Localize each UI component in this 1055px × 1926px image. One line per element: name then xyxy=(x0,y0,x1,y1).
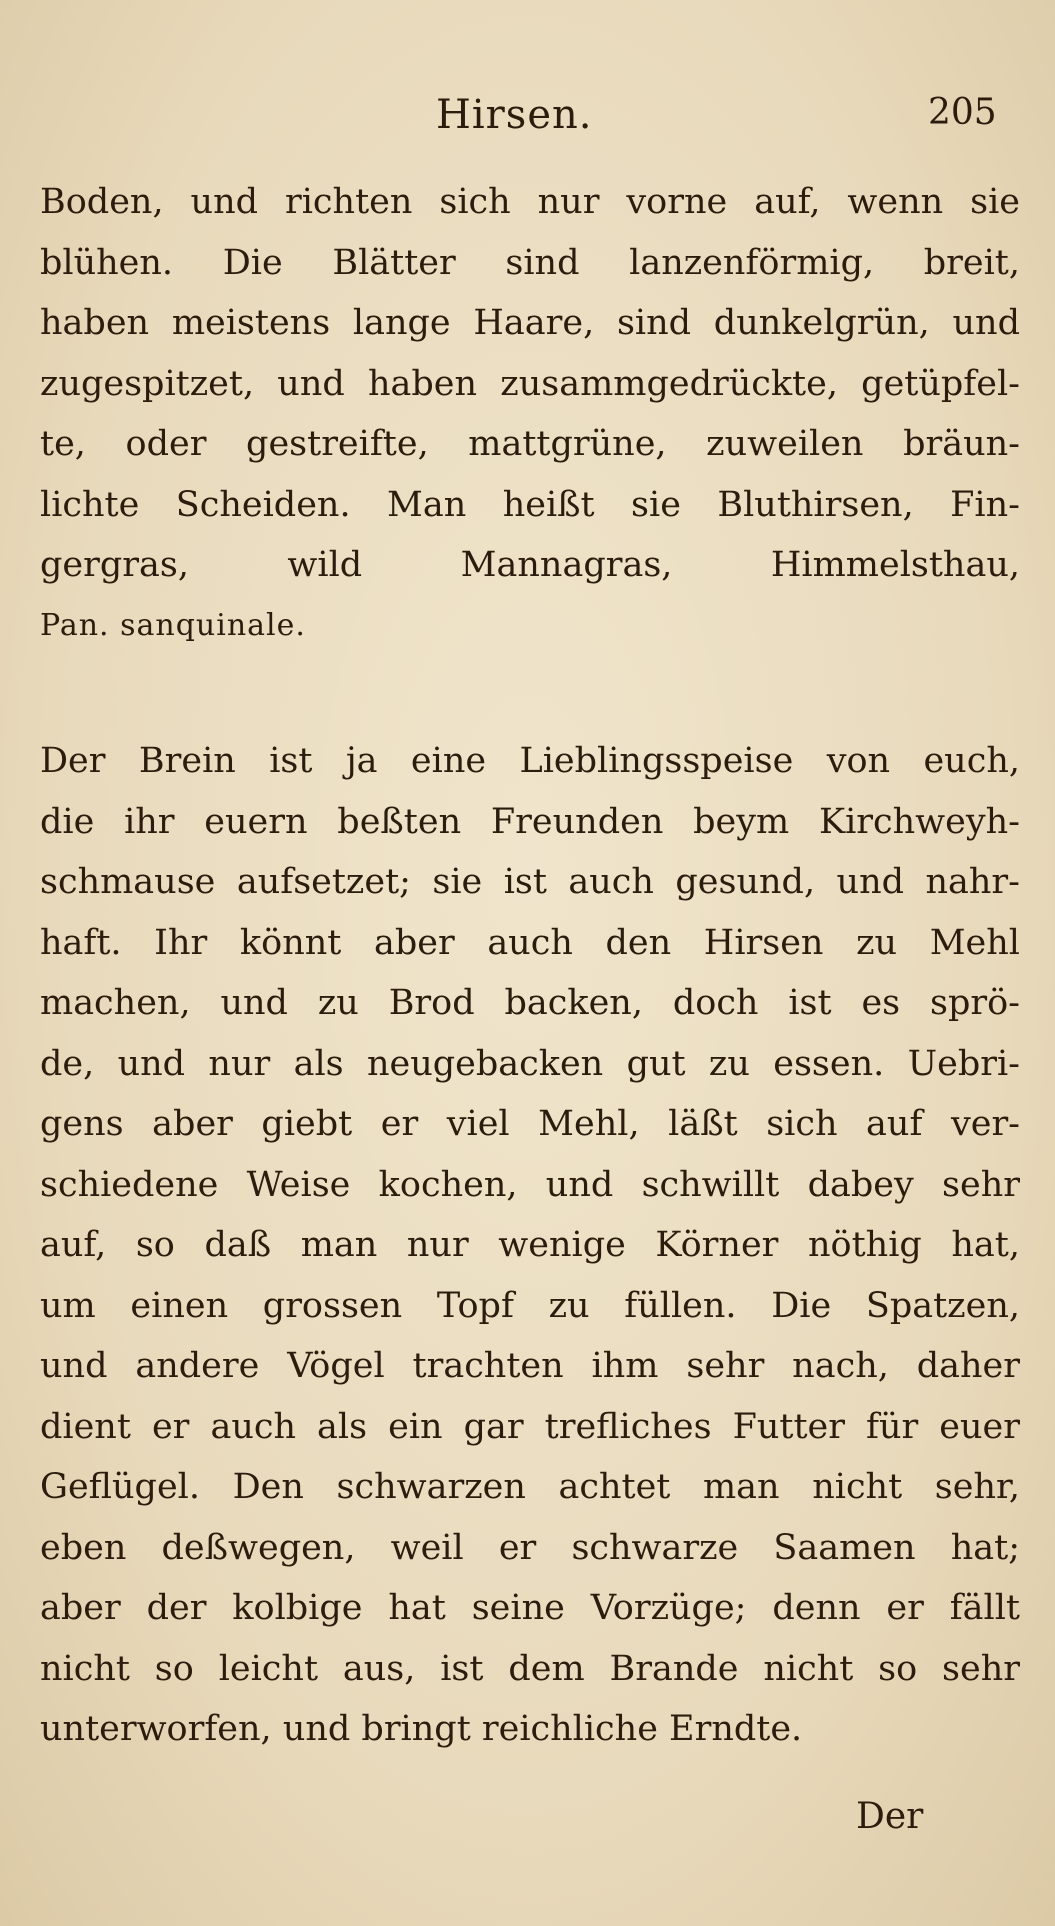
text-line: die ihr euern beßten Freunden beym Kirchweyh- xyxy=(40,801,1020,842)
page-number: 205 xyxy=(928,92,997,133)
body-text xyxy=(40,172,1020,1760)
text-line: und andere Vögel trachten ihm sehr nach, daher xyxy=(40,1346,1020,1386)
catchword: Der xyxy=(856,1796,924,1837)
running-head xyxy=(0,92,1055,152)
text-line: Der Brein ist ja eine Lieblingsspeise von euch, xyxy=(40,741,1020,781)
text-line: Boden, und richten sich nur vorne auf, wenn sie xyxy=(40,182,1020,222)
text-line: lichte Scheiden. Man heißt sie Bluthirsen, Fin- xyxy=(40,484,1020,525)
running-title: Hirsen. xyxy=(436,92,593,138)
paragraph-2 xyxy=(40,731,1020,1760)
text-line: schiedene Weise kochen, und schwillt dabey sehr xyxy=(40,1164,1020,1205)
text-line: Geflügel. Den schwarzen achtet man nicht sehr, xyxy=(40,1467,1020,1507)
text-line: de, und nur als neugebacken gut zu essen. Uebri- xyxy=(40,1043,1020,1084)
text-line: schmause aufsetzet; sie ist auch gesund, und nahr- xyxy=(40,862,1020,902)
text-line: blühen. Die Blätter sind lanzenförmig, breit, xyxy=(40,242,1020,283)
paragraph-1 xyxy=(40,172,1020,656)
text-line: dient er auch als ein gar trefliches Futter für euer xyxy=(40,1406,1020,1447)
paragraph-gap xyxy=(40,656,1020,731)
latin-name-line: Pan. sanquinale. xyxy=(40,607,306,643)
text-line: eben deßwegen, weil er schwarze Saamen hat; xyxy=(40,1527,1020,1568)
text-line: auf, so daß man nur wenige Körner nöthig hat, xyxy=(40,1225,1020,1265)
text-line: aber der kolbige hat seine Vorzüge; denn er fällt xyxy=(40,1588,1020,1628)
text-line: gens aber giebt er viel Mehl, läßt sich auf ver- xyxy=(40,1104,1020,1144)
text-line: gergras, wild Mannagras, Himmelsthau, xyxy=(40,545,1020,585)
text-line: haft. Ihr könnt aber auch den Hirsen zu Mehl xyxy=(40,922,1020,963)
text-line: haben meistens lange Haare, sind dunkelgrün, und xyxy=(40,303,1020,343)
text-line: unterworfen, und bringt reichliche Erndte. xyxy=(40,1709,803,1749)
text-line: nicht so leicht aus, ist dem Brande nicht so sehr xyxy=(40,1648,1020,1689)
text-line: machen, und zu Brod backen, doch ist es sprö- xyxy=(40,983,1020,1023)
text-line: zugespitzet, und haben zusammgedrückte, getüpfel- xyxy=(40,363,1020,404)
text-line: um einen grossen Topf zu füllen. Die Spatzen, xyxy=(40,1285,1020,1326)
text-line: te, oder gestreifte, mattgrüne, zuweilen bräun- xyxy=(40,424,1020,464)
